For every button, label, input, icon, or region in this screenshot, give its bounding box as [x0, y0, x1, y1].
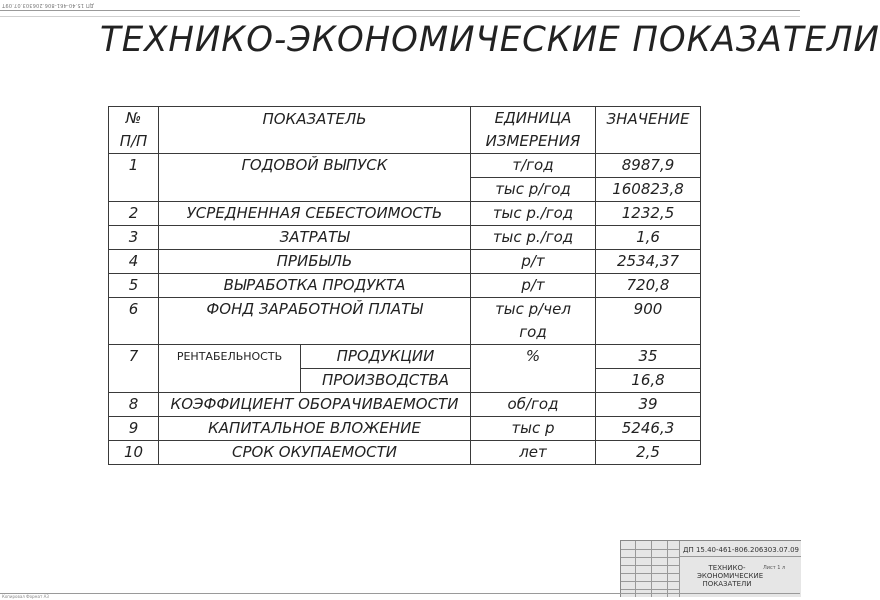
stamp-grid-line	[667, 541, 668, 597]
table-row	[109, 202, 701, 226]
row-indicator: ГОДОВОЙ ВЫПУСК	[159, 154, 471, 202]
row-number: 6	[109, 298, 159, 345]
header-number: № П/П	[109, 107, 159, 154]
row-number: 2	[109, 202, 159, 226]
row-value: 2534,37	[596, 250, 701, 274]
row-indicator: СРОК ОКУПАЕМОСТИ	[159, 441, 471, 465]
frame-code-label: ДП 15.40-461-806.206303.07.09Т	[2, 2, 94, 8]
row-number: 8	[109, 393, 159, 417]
stamp-grid-line	[635, 541, 636, 597]
row-indicator: УСРЕДНЕННАЯ СЕБЕСТОИМОСТЬ	[159, 202, 471, 226]
row-value: 720,8	[596, 274, 701, 298]
page-title: ТЕХНИКО-ЭКОНОМИЧЕСКИЕ ПОКАЗАТЕЛИ	[100, 20, 880, 60]
table-row	[109, 226, 701, 250]
row-number: 9	[109, 417, 159, 441]
row-value: 1232,5	[596, 202, 701, 226]
frame-bottom-line	[0, 593, 800, 594]
row-unit: тыс р/чел год	[471, 298, 596, 345]
row-unit: тыс р./год	[471, 202, 596, 226]
row-subindicator: ПРОИЗВОДСТВА	[301, 369, 471, 393]
row-unit: р/т	[471, 250, 596, 274]
header-value: ЗНАЧЕНИЕ	[596, 107, 701, 154]
row-value: 35	[596, 345, 701, 369]
stamp-grid-line	[651, 541, 652, 597]
frame-top-inner-line	[0, 16, 800, 17]
row-indicator: ФОНД ЗАРАБОТНОЙ ПЛАТЫ	[159, 298, 471, 345]
row-number: 5	[109, 274, 159, 298]
row-unit: %	[471, 345, 596, 393]
row-number: 4	[109, 250, 159, 274]
format-note: Копировал Формат А3	[2, 594, 49, 599]
row-value: 39	[596, 393, 701, 417]
row-unit: р/т	[471, 274, 596, 298]
row-indicator: ЗАТРАТЫ	[159, 226, 471, 250]
table-row	[109, 345, 701, 369]
table-row	[109, 298, 701, 345]
row-number: 10	[109, 441, 159, 465]
row-value: 160823,8	[596, 178, 701, 202]
table-row	[109, 250, 701, 274]
row-indicator: КОЭФФИЦИЕНТ ОБОРАЧИВАЕМОСТИ	[159, 393, 471, 417]
row-number: 7	[109, 345, 159, 393]
row-indicator: ВЫРАБОТКА ПРОДУКТА	[159, 274, 471, 298]
row-unit: тыс р./год	[471, 226, 596, 250]
row-value: 2,5	[596, 441, 701, 465]
row-value: 900	[596, 298, 701, 345]
row-value: 16,8	[596, 369, 701, 393]
indicators-table	[108, 106, 701, 465]
stamp-grid	[621, 541, 679, 597]
row-value: 5246,3	[596, 417, 701, 441]
table-row	[109, 441, 701, 465]
row-value: 8987,9	[596, 154, 701, 178]
table-row	[109, 417, 701, 441]
stamp-divider	[679, 556, 801, 557]
stamp-code: ДП 15.40-461-806.206303.07.09	[683, 546, 799, 554]
table-row	[109, 154, 701, 178]
header-unit: ЕДИНИЦА ИЗМЕРЕНИЯ	[471, 107, 596, 154]
stamp-name: ТЕХНИКО-ЭКОНОМИЧЕСКИЕ ПОКАЗАТЕЛИ	[697, 564, 764, 588]
row-number: 1	[109, 154, 159, 202]
row-unit: об/год	[471, 393, 596, 417]
row-subindicator: ПРОДУКЦИИ	[301, 345, 471, 369]
title-block-stamp	[620, 540, 801, 597]
row-number: 3	[109, 226, 159, 250]
row-unit: тыс р/год	[471, 178, 596, 202]
row-unit: т/год	[471, 154, 596, 178]
table-row	[109, 393, 701, 417]
row-value: 1,6	[596, 226, 701, 250]
header-indicator: ПОКАЗАТЕЛЬ	[159, 107, 471, 154]
row-indicator: ПРИБЫЛЬ	[159, 250, 471, 274]
table-row	[109, 274, 701, 298]
stamp-grid-line	[679, 541, 680, 597]
row-indicator: КАПИТАЛЬНОЕ ВЛОЖЕНИЕ	[159, 417, 471, 441]
row-unit: лет	[471, 441, 596, 465]
row-unit: тыс р	[471, 417, 596, 441]
stamp-sheet: Лист 1 л	[763, 565, 786, 571]
row-indicator-group: РЕНТАБЕЛЬНОСТЬ	[159, 345, 301, 393]
table-header-row	[109, 107, 701, 154]
frame-top-line	[0, 10, 800, 11]
